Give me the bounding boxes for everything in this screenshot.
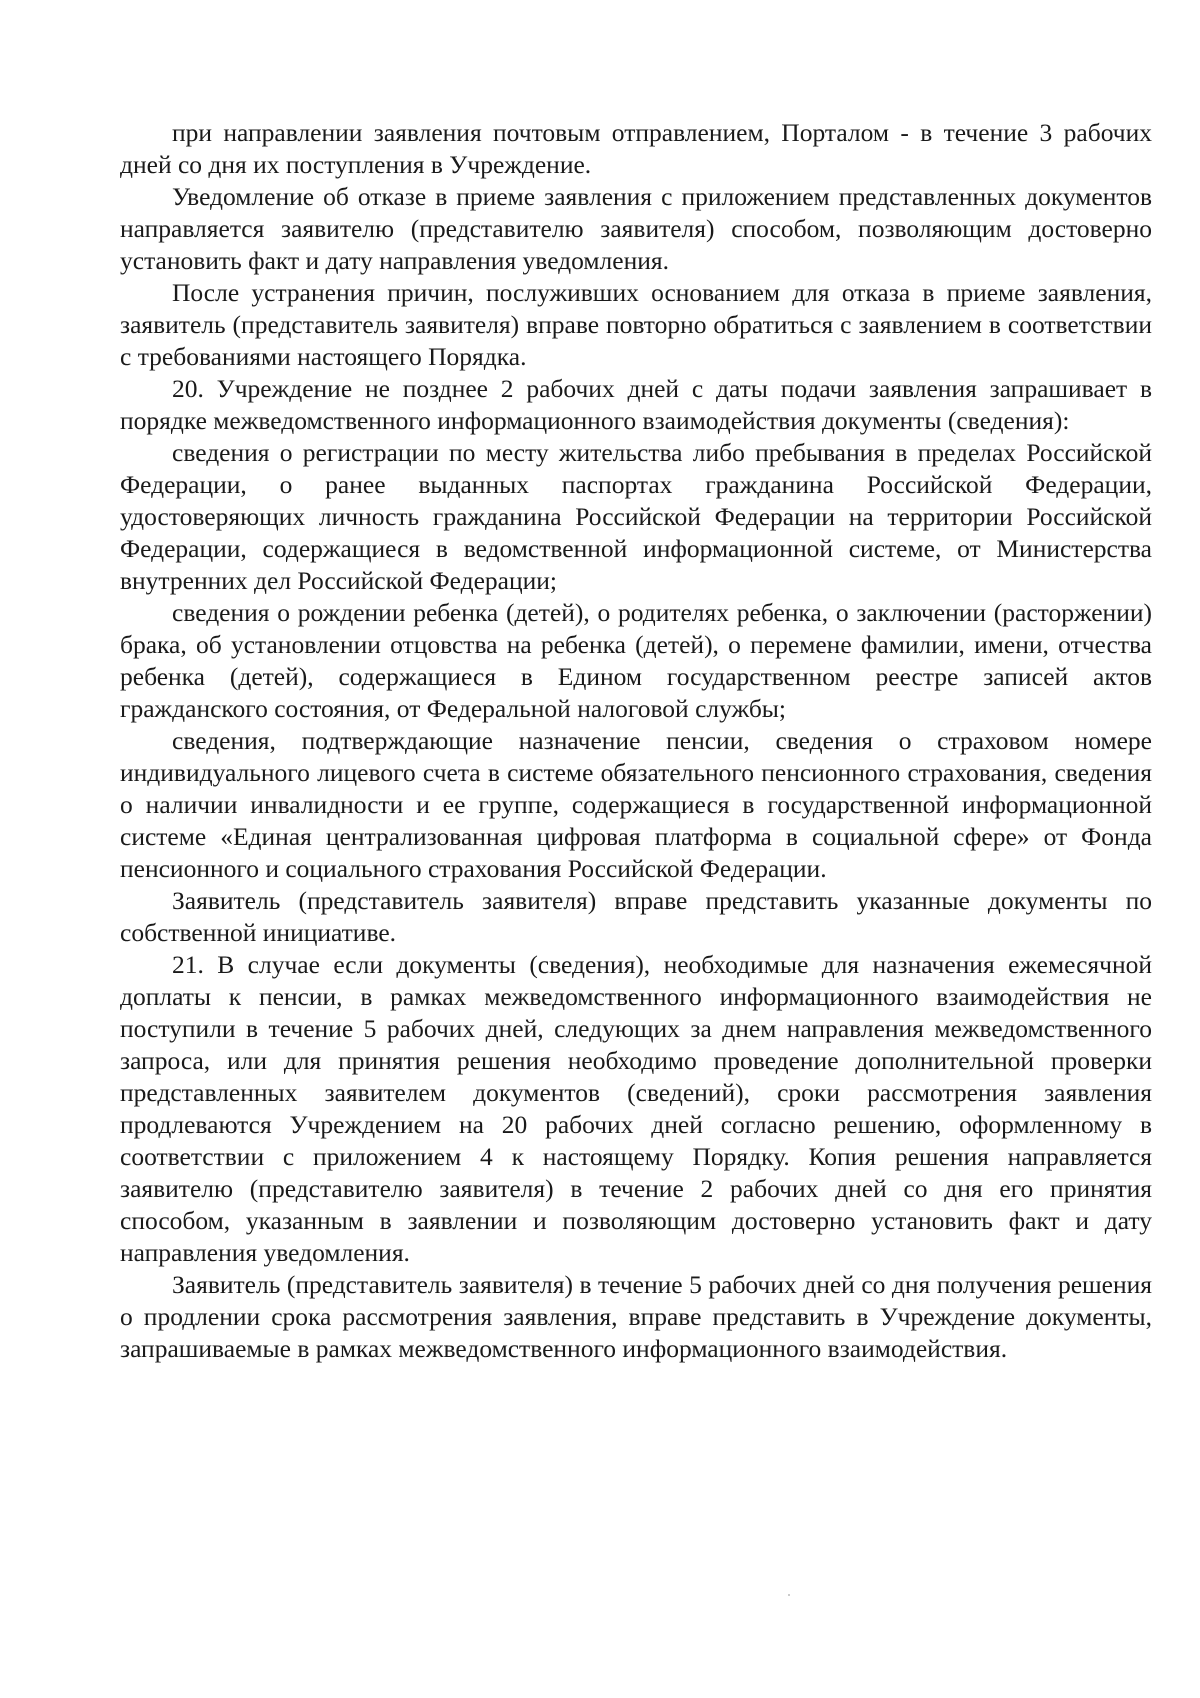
paragraph-resubmission: После устранения причин, послуживших основанием для отказа в приеме заявления, заявитель (представитель заявителя) вправе повторно обратиться с заявлением в соответствии с требованиями настоящего Порядка. [120,278,1152,371]
scan-speck [788,1594,790,1596]
document-page [120,117,1152,1365]
paragraph-clause-20: 20. Учреждение не позднее 2 рабочих дней с даты подачи заявления запрашивает в порядке межведомственного информационного взаимодействия документы (сведения): [120,374,1152,435]
paragraph-own-initiative: Заявитель (представитель заявителя) вправе представить указанные документы по собственной инициативе. [120,886,1152,947]
paragraph-clause-21: 21. В случае если документы (сведения), необходимые для назначения ежемесячной доплаты к пенсии, в рамках межведомственного информационного взаимодействия не поступили в течение 5 рабочих дней, следующих за днем направления межведомственного запроса, или для принятия решения необходимо проведение дополнительной проверки представленных заявителем документов (сведений), сроки рассмотрения заявления продлеваются Учреждением на 20 рабочих дней согласно решению, оформленному в соответствии с приложением 4 к настоящему Порядку. Копия решения направляется заявителю (представителю заявителя) в течение 2 рабочих дней со дня его принятия способом, указанным в заявлении и позволяющим достоверно установить факт и дату направления уведомления. [120,950,1152,1267]
paragraph-refusal-notice: Уведомление об отказе в приеме заявления с приложением представленных документов направляется заявителю (представителю заявителя) способом, позволяющим достоверно установить факт и дату направления уведомления. [120,182,1152,275]
paragraph-extension-documents: Заявитель (представитель заявителя) в течение 5 рабочих дней со дня получения решения о продлении срока рассмотрения заявления, вправе представить в Учреждение документы, запрашиваемые в рамках межведомственного информационного взаимодействия. [120,1270,1152,1363]
paragraph-pension-info: сведения, подтверждающие назначение пенсии, сведения о страховом номере индивидуального лицевого счета в системе обязательного пенсионного страхования, сведения о наличии инвалидности и ее группе, содержащиеся в государственной информационной системе «Единая централизованная цифровая платформа в социальной сфере» от Фонда пенсионного и социального страхования Российской Федерации. [120,726,1152,883]
paragraph-registration-info: сведения о регистрации по месту жительства либо пребывания в пределах Российской Федерации, о ранее выданных паспортах гражданина Российской Федерации, удостоверяющих личность гражданина Российской Федерации на территории Российской Федерации, содержащиеся в ведомственной информационной системе, от Министерства внутренних дел Российской Федерации; [120,438,1152,595]
paragraph-submission-timing: при направлении заявления почтовым отправлением, Порталом - в течение 3 рабочих дней со дня их поступления в Учреждение. [120,118,1152,179]
paragraph-birth-info: сведения о рождении ребенка (детей), о родителях ребенка, о заключении (расторжении) брака, об установлении отцовства на ребенка (детей), о перемене фамилии, имени, отчества ребенка (детей), содержащиеся в Едином государственном реестре записей актов гражданского состояния, от Федеральной налоговой службы; [120,598,1152,723]
